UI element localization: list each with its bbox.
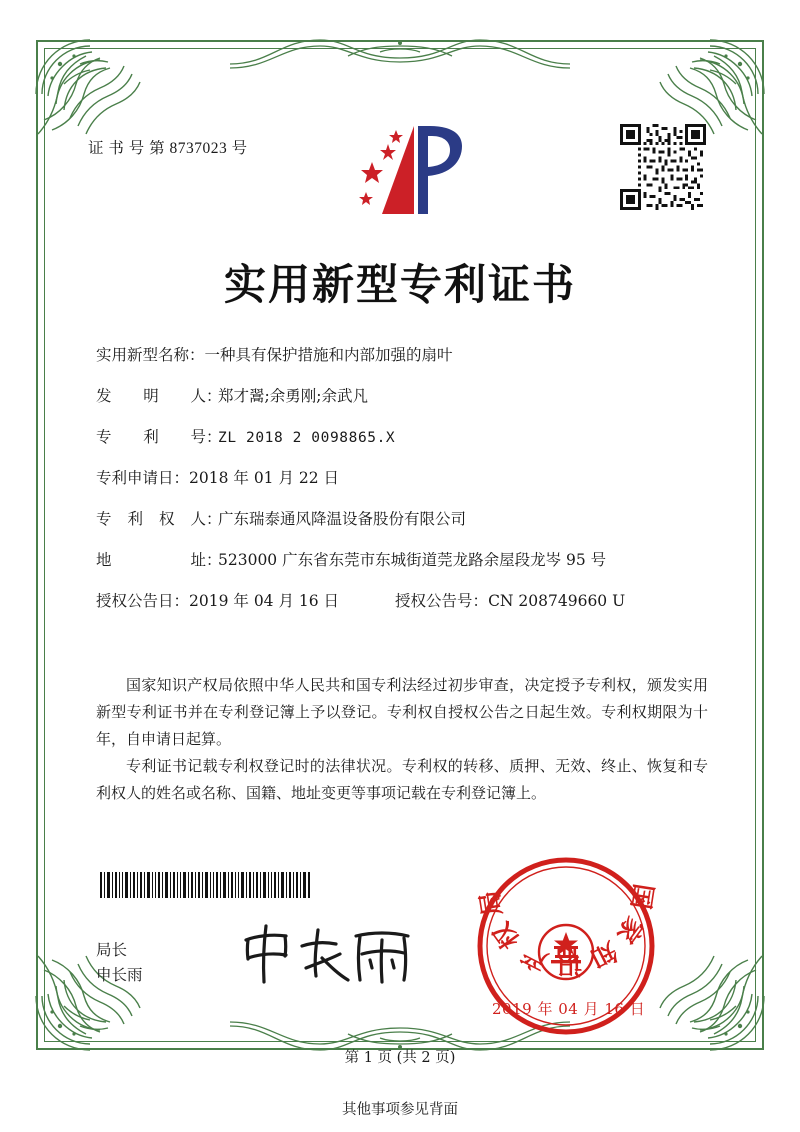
field-label-publication-number: 授权公告号：: [395, 592, 489, 610]
seal-arc-text: 国家知识产权局: [473, 881, 659, 979]
cnipa-logo-icon: [352, 118, 468, 224]
body-text: [96, 672, 708, 807]
body-paragraph-1: 国家知识产权局依照中华人民共和国专利法经过初步审查，决定授予专利权，颁发实用新型专利证书并在专利登记簿上予以登记。专利权自授权公告之日起生效。专利权期限为十年，自申请日起算。: [96, 676, 708, 748]
edge-ornament-icon: [230, 34, 570, 70]
field-row-patent-number: [96, 430, 716, 446]
field-label-address: 地 址：: [96, 551, 222, 569]
seal-date: 2019 年 04 月 16 日: [492, 1000, 646, 1018]
certificate-number: 证 书 号 第 8737023 号: [88, 140, 248, 157]
page-title: 实用新型专利证书: [223, 260, 576, 309]
field-label-utility-model-name: 实用新型名称：: [96, 346, 205, 364]
field-label-application-date: 专利申请日：: [96, 469, 190, 487]
page-number: 第 1 页 (共 2 页): [344, 1050, 456, 1066]
field-list: [96, 348, 716, 635]
field-row-utility-model-name: [96, 348, 716, 364]
field-value-utility-model-name: 一种具有保护措施和内部加强的扇叶: [204, 346, 453, 364]
director-title-label: 局长: [96, 941, 128, 959]
body-paragraph-2: 专利证书记载专利权登记时的法律状况。专利权的转移、质押、无效、终止、恢复和专利权人的姓名或名称、国籍、地址变更等事项记载在专利登记簿上。: [96, 757, 708, 802]
field-value-patent-number: ZL 2018 2 0098865.X: [218, 430, 396, 446]
field-row-patentee: [96, 512, 716, 528]
field-label-patent-number: 专 利 号：: [96, 428, 222, 446]
field-value-publication-number: CN 208749660 U: [488, 592, 626, 610]
field-row-inventor: [96, 389, 716, 405]
field-label-grant-date: 授权公告日：: [96, 592, 190, 610]
footnote: 其他事项参见背面: [342, 1102, 458, 1118]
field-row-publication: [96, 594, 716, 610]
field-row-address: [96, 553, 716, 569]
field-label-patentee: 专 利 权 人：: [96, 510, 222, 528]
svg-text:国家知识产权局: [474, 882, 659, 979]
field-value-inventor: 郑才翯;余勇刚;余武凡: [218, 387, 368, 405]
field-row-application-date: [96, 471, 716, 487]
field-value-address: 523000 广东省东莞市东城街道莞龙路余屋段龙岑 95 号: [218, 551, 607, 569]
barcode-icon: [98, 872, 312, 898]
handwritten-signature: [230, 920, 420, 992]
field-value-application-date: 2018 年 01 月 22 日: [189, 469, 340, 487]
signature-labels: [96, 938, 143, 988]
director-name-label: 申长雨: [96, 966, 143, 984]
field-value-patentee: 广东瑞泰通风降温设备股份有限公司: [218, 510, 467, 528]
field-value-grant-date: 2019 年 04 月 16 日: [189, 592, 340, 610]
field-label-inventor: 发 明 人：: [96, 387, 222, 405]
qr-code-icon: [620, 124, 706, 210]
